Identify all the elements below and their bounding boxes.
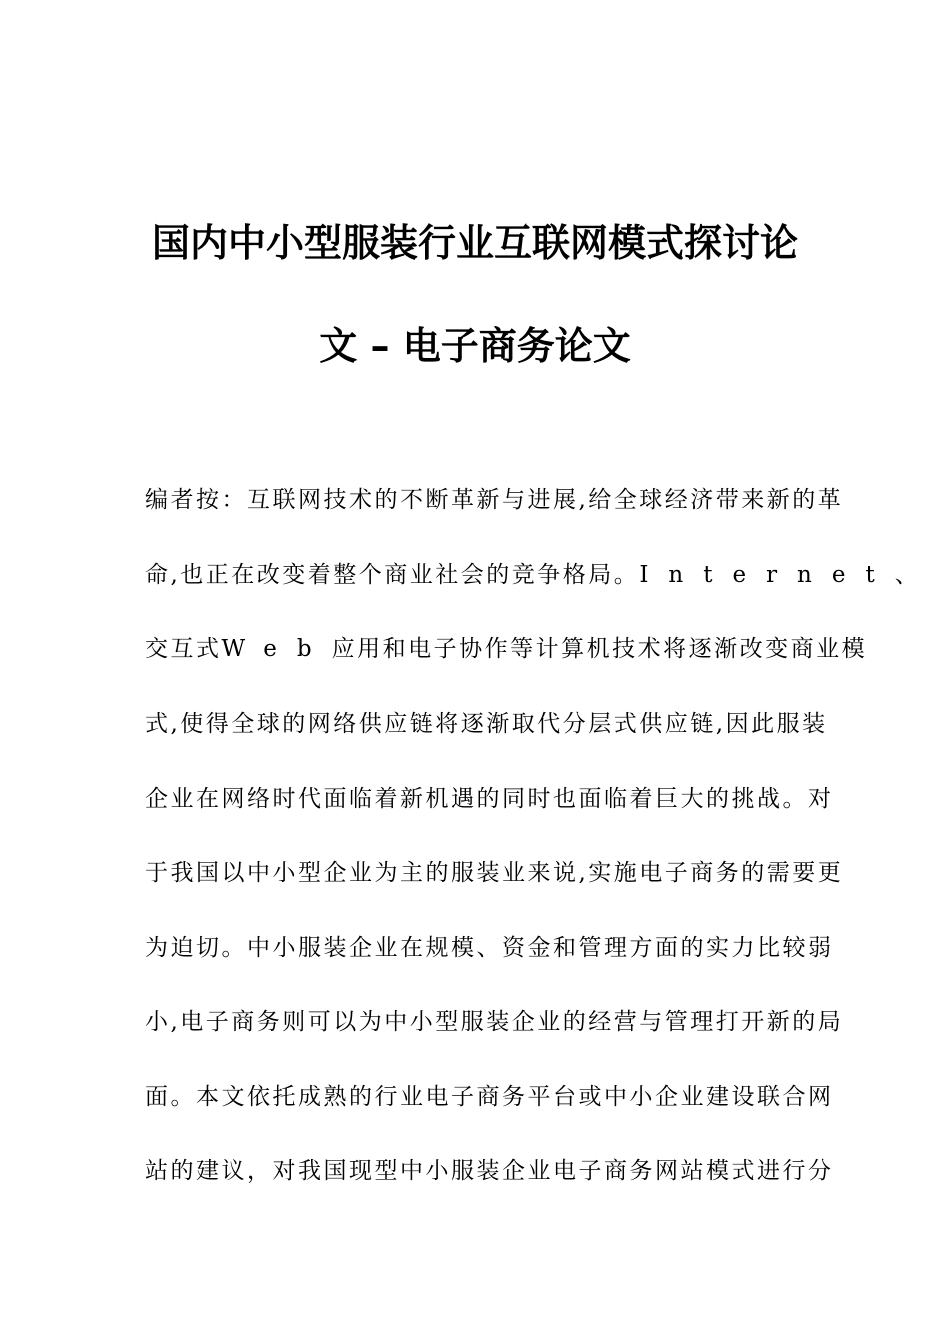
body-line-2-internet: Internet、 [639, 562, 938, 588]
body-line-3 [145, 636, 868, 662]
body-line-9: 面。本文依托成熟的行业电子商务平台或中小企业建设联合网 [145, 1084, 834, 1110]
body-line-4: 式,使得全球的网络供应链将逐渐取代分层式供应链,因此服装 [145, 711, 828, 737]
body-line-3-prefix: 交互式 [145, 636, 222, 662]
body-line-2-text: 命,也正在改变着整个商业社会的竞争格局。 [145, 562, 640, 588]
body-line-7: 为迫切。中小服装企业在规模、资金和管理方面的实力比较弱 [145, 935, 834, 961]
document-title-line-2: 文 – 电子商务论文 [319, 324, 631, 368]
body-line-2 [145, 562, 938, 588]
body-line-3-web: Web [221, 636, 332, 662]
document-title-line-1: 国内中小型服装行业互联网模式探讨论 [151, 221, 798, 265]
body-line-5: 企业在网络时代面临着新机遇的同时也面临着巨大的挑战。对 [145, 786, 834, 812]
body-line-3-suffix: 应用和电子协作等计算机技术将逐渐改变商业模 [331, 636, 868, 662]
body-line-10: 站的建议，对我国现型中小服装企业电子商务网站模式进行分 [145, 1158, 834, 1184]
body-line-1: 编者按：互联网技术的不断革新与进展,给全球经济带来新的革 [145, 487, 844, 513]
body-line-6: 于我国以中小型企业为主的服装业来说,实施电子商务的需要更 [145, 860, 844, 886]
body-line-8: 小,电子商务则可以为中小型服装企业的经营与管理打开新的局 [145, 1009, 844, 1035]
